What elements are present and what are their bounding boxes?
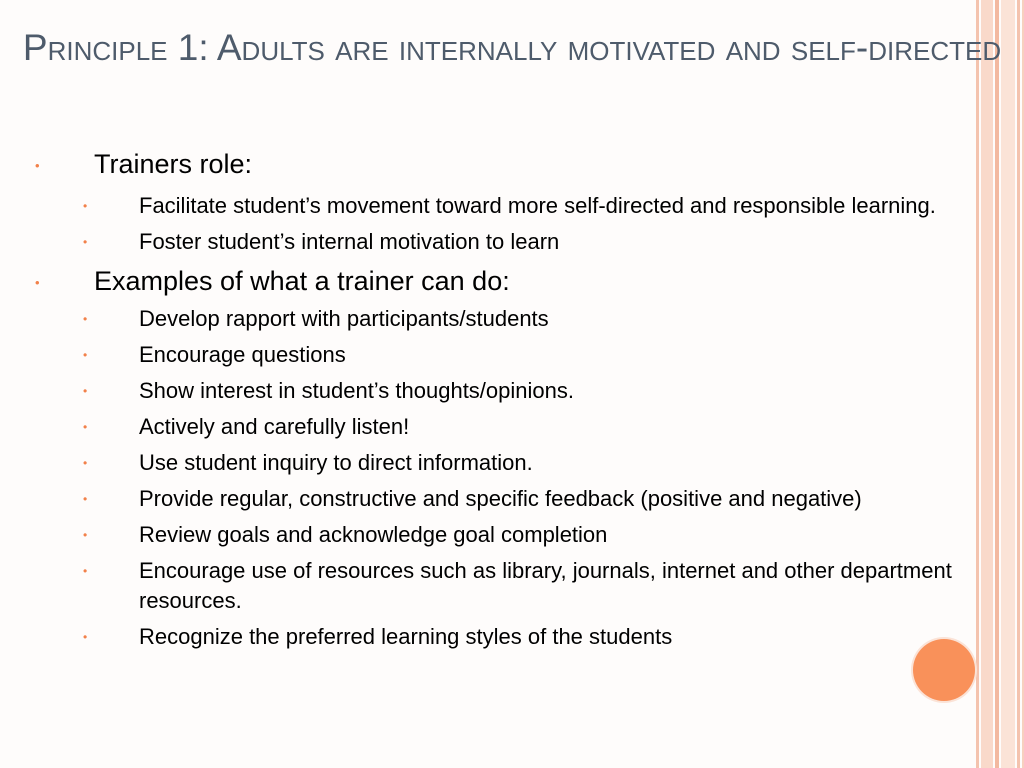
list-item [0, 484, 1000, 514]
list-item [0, 520, 1000, 550]
list-item [0, 376, 1000, 406]
list-item-text: Facilitate student’s movement toward more self-directed and responsible learning. [139, 193, 936, 218]
list-item [0, 412, 1000, 442]
section-heading-text: Trainers role: [94, 149, 253, 179]
bullet-icon: • [83, 348, 88, 362]
list-item-text: Actively and carefully listen! [139, 414, 410, 439]
bullet-icon: • [35, 275, 40, 290]
section-heading-text: Examples of what a trainer can do: [94, 266, 510, 296]
list-item-text: Provide regular, constructive and specific feedback (positive and negative) [139, 486, 862, 511]
list-item [0, 304, 1000, 334]
bullet-icon: • [83, 492, 88, 506]
list-item-text: Foster student’s internal motivation to learn [139, 229, 560, 254]
list-item [0, 622, 1000, 652]
bullet-icon: • [35, 158, 40, 173]
bullet-icon: • [83, 312, 88, 326]
slide-title: Principle 1: Adults are internally motivated and self-directed [22, 27, 1002, 68]
list-item-text: Use student inquiry to direct information. [139, 450, 533, 475]
list-item-text: Encourage use of resources such as library, journals, internet and other department resources. [139, 558, 952, 613]
list-item [0, 556, 1000, 616]
bullet-icon: • [83, 235, 88, 249]
list-item [0, 227, 1000, 257]
list-item [0, 191, 1000, 221]
list-item-text: Develop rapport with participants/students [139, 306, 549, 331]
section-heading [0, 265, 1000, 297]
bullet-icon: • [83, 384, 88, 398]
list-item-text: Review goals and acknowledge goal completion [139, 522, 608, 547]
bullet-list [0, 148, 1000, 658]
list-item [0, 448, 1000, 478]
bullet-icon: • [83, 630, 88, 644]
bullet-icon: • [83, 199, 88, 213]
list-item-text: Encourage questions [139, 342, 346, 367]
bullet-icon: • [83, 528, 88, 542]
bullet-icon: • [83, 420, 88, 434]
list-item-text: Show interest in student’s thoughts/opinions. [139, 378, 574, 403]
list-item [0, 340, 1000, 370]
list-item-text: Recognize the preferred learning styles of the students [139, 624, 673, 649]
section-heading [0, 148, 1000, 180]
bullet-icon: • [83, 564, 88, 578]
bullet-icon: • [83, 456, 88, 470]
